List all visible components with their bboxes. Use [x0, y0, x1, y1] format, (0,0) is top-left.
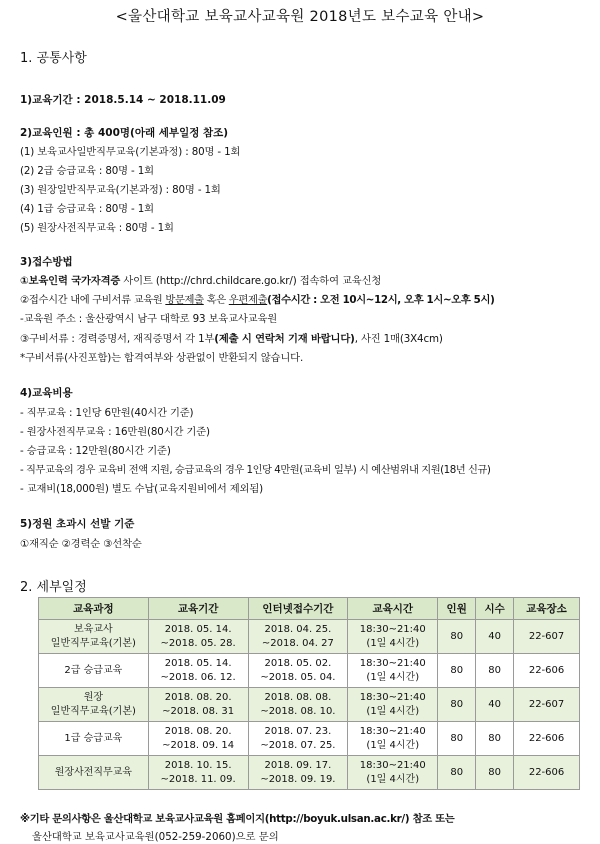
cell-time: 18:30~21:40 (1일 4시간): [348, 654, 438, 688]
table-row: [39, 756, 580, 790]
personnel-heading: 2)교육인원 : 총 400명(아래 세부일정 참조): [20, 127, 229, 139]
cell-time: 18:30~21:40 (1일 4시간): [348, 688, 438, 722]
cost-item-1: - 직무교육 : 1인당 6만원(40시간 기준): [20, 407, 194, 419]
table-row: [39, 620, 580, 654]
cell-room: 22-606: [514, 654, 580, 688]
cost-heading: 4)교육비용: [20, 387, 73, 399]
documents-line-bold: (제출 시 연락처 기재 바랍니다): [214, 333, 355, 345]
selection-heading: 5)정원 초과시 선발 기준: [20, 518, 135, 530]
cell-time: 18:30~21:40 (1일 4시간): [348, 722, 438, 756]
cell-people: 80: [438, 654, 476, 688]
table-row: [39, 654, 580, 688]
period-line: 1)교육기간 : 2018.5.14 ~ 2018.11.09: [20, 94, 226, 106]
cell-room: 22-607: [514, 620, 580, 654]
cell-people: 80: [438, 756, 476, 790]
cell-registration: 2018. 07. 23. ~2018. 07. 25.: [248, 722, 348, 756]
header-period: 교육기간: [148, 598, 248, 620]
mail-submit-text: 우편제출: [228, 294, 268, 306]
cost-item-2: - 원장사전직무교육 : 16만원(80시간 기준): [20, 426, 210, 438]
application-line-1: [20, 272, 381, 287]
cell-course: 원장 일반직무교육(기본): [39, 688, 149, 722]
documents-line-a: ③구비서류 : 경력증명서, 재직증명서 각 1부: [20, 333, 215, 345]
document-title: <울산대학교 보육교사교육원 2018년도 보수교육 안내>: [115, 9, 485, 25]
cost-item-4: - 직무교육의 경우 교육비 전액 지원, 승급교육의 경우 1인당 4만원(교육비 일부) 시 예산범위내 지원(18년 신규): [20, 464, 491, 476]
cell-registration: 2018. 05. 02. ~2018. 05. 04.: [248, 654, 348, 688]
application-line-2-b: 혹은: [203, 294, 229, 306]
personnel-item-4: (4) 1급 승급교육 : 80명 - 1회: [20, 203, 154, 215]
personnel-item-3: (3) 원장일반직무교육(기본과정) : 80명 - 1회: [20, 184, 221, 196]
cost-item-5: - 교재비(18,000원) 별도 수납(교육지원비에서 제외됨): [20, 483, 263, 495]
footnote-line-2: 울산대학교 보육교사교육원(052-259-2060)으로 문의: [32, 831, 279, 843]
cell-room: 22-606: [514, 722, 580, 756]
schedule-table: [38, 597, 580, 790]
table-row: [39, 688, 580, 722]
cell-room: 22-607: [514, 688, 580, 722]
application-line-1-rest: 사이트 (http://chrd.childcare.go.kr/) 접속하여 교육신청: [120, 275, 382, 287]
cell-time: 18:30~21:40 (1일 4시간): [348, 756, 438, 790]
cell-registration: 2018. 04. 25. ~2018. 04. 27: [248, 620, 348, 654]
cell-period: 2018. 05. 14. ~2018. 06. 12.: [148, 654, 248, 688]
documents-line: [20, 330, 443, 345]
header-course: 교육과정: [39, 598, 149, 620]
header-time: 교육시간: [348, 598, 438, 620]
personnel-item-2: (2) 2급 승급교육 : 80명 - 1회: [20, 165, 154, 177]
cell-people: 80: [438, 722, 476, 756]
cell-hours: 40: [476, 688, 514, 722]
header-people: 인원: [438, 598, 476, 620]
address-line: -교육원 주소 : 울산광역시 남구 대학로 93 보육교사교육원: [20, 313, 278, 325]
header-hours: 시수: [476, 598, 514, 620]
cell-room: 22-606: [514, 756, 580, 790]
application-line-2-a: ②접수시간 내에 구비서류 교육원: [20, 294, 166, 306]
cell-course: 2급 승급교육: [39, 654, 149, 688]
cell-course: 1급 승급교육: [39, 722, 149, 756]
footnote-line-1: ※기타 문의사항은 울산대학교 보육교사교육원 홈페이지(http://boyuk.ulsan.ac.kr/) 참조 또는: [20, 813, 455, 825]
personnel-item-5: (5) 원장사전직무교육 : 80명 - 1회: [20, 222, 174, 234]
application-line-1-bold: ①보육인력 국가자격증: [20, 275, 121, 287]
selection-text: ①재직순 ②경력순 ③선착순: [20, 538, 142, 550]
application-hours: (접수시간 : 오전 10시~12시, 오후 1시~오후 5시): [267, 294, 495, 306]
visit-submit-text: 방문제출: [165, 294, 204, 306]
cell-period: 2018. 08. 20. ~2018. 08. 31: [148, 688, 248, 722]
section-1-heading: 1. 공통사항: [20, 51, 87, 66]
cell-people: 80: [438, 688, 476, 722]
cell-hours: 80: [476, 722, 514, 756]
cell-course: 보육교사 일반직무교육(기본): [39, 620, 149, 654]
cell-period: 2018. 08. 20. ~2018. 09. 14: [148, 722, 248, 756]
documents-line-b: , 사진 1매(3X4cm): [354, 333, 443, 345]
documents-note: *구비서류(사진포함)는 합격여부와 상관없이 반환되지 않습니다.: [20, 352, 304, 364]
cell-period: 2018. 05. 14. ~2018. 05. 28.: [148, 620, 248, 654]
header-room: 교육장소: [514, 598, 580, 620]
cell-hours: 80: [476, 756, 514, 790]
cell-hours: 80: [476, 654, 514, 688]
table-row: [39, 722, 580, 756]
cell-registration: 2018. 09. 17. ~2018. 09. 19.: [248, 756, 348, 790]
application-heading: 3)접수방법: [20, 256, 73, 268]
table-header-row: [39, 598, 580, 620]
cell-time: 18:30~21:40 (1일 4시간): [348, 620, 438, 654]
cell-course: 원장사전직무교육: [39, 756, 149, 790]
header-registration: 인터넷접수기간: [248, 598, 348, 620]
cost-item-3: - 승급교육 : 12만원(80시간 기준): [20, 445, 171, 457]
cell-people: 80: [438, 620, 476, 654]
application-line-2: [20, 291, 494, 306]
personnel-item-1: (1) 보육교사일반직무교육(기본과정) : 80명 - 1회: [20, 146, 241, 158]
cell-period: 2018. 10. 15. ~2018. 11. 09.: [148, 756, 248, 790]
section-2-heading: 2. 세부일정: [20, 580, 87, 595]
cell-registration: 2018. 08. 08. ~2018. 08. 10.: [248, 688, 348, 722]
cell-hours: 40: [476, 620, 514, 654]
